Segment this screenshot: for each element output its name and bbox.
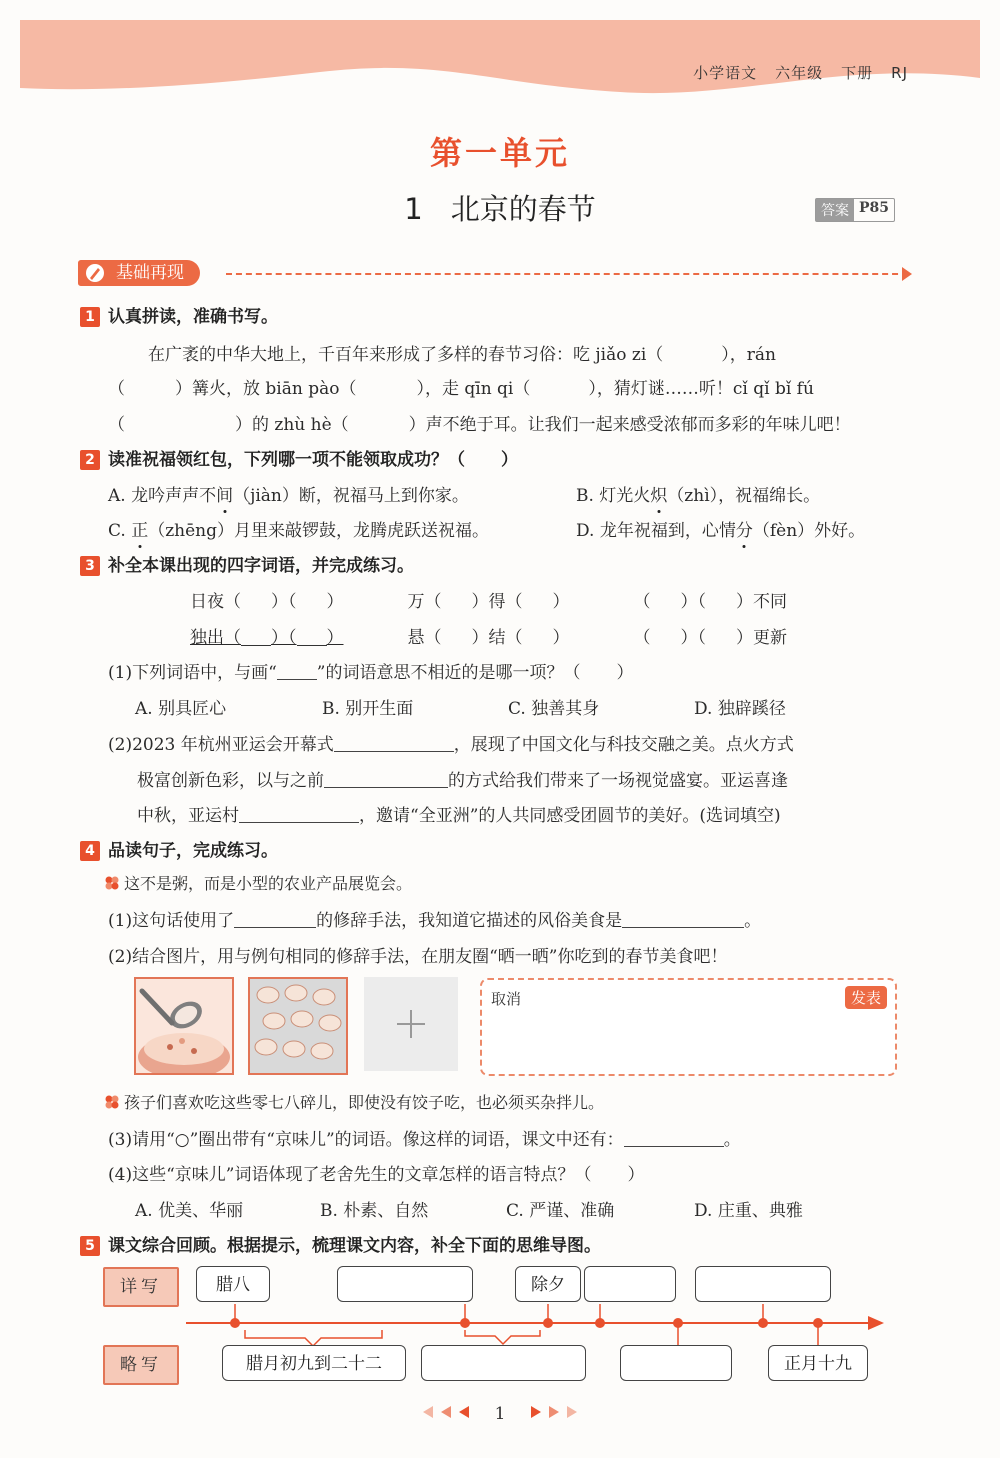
q2-option-c: C. 正（zhēng）月里来敲锣鼓，龙腾虎跃送祝福。 <box>108 521 490 541</box>
q1-heading <box>80 302 278 327</box>
answer-label: 答案 <box>816 199 854 221</box>
q3-sub-2-line-3: 中秋，亚运村 ，邀请“全亚洲”的人共同感受团圆节的美好。(选词填空) <box>137 806 781 826</box>
q2-option-d: D. 龙年祝福到，心情分（fèn）外好。 <box>576 521 866 541</box>
flower-icon <box>104 1094 120 1110</box>
q2-number: 2 <box>80 450 100 470</box>
arrows-right-icon <box>527 1405 579 1419</box>
q4-number: 4 <box>80 841 100 861</box>
q4-quote-1: 这不是粥，而是小型的农业产品展览会。 <box>104 871 412 894</box>
publish-button[interactable]: 发表 <box>845 986 887 1009</box>
series-info <box>675 62 908 83</box>
arrow-right-icon <box>902 267 912 281</box>
section-title: 基础再现 <box>116 263 184 283</box>
q3-sub-2-line-1: (2)2023 年杭州亚运会开幕式 ，展现了中国文化与科技交融之美。点火方式 <box>108 735 794 755</box>
q4-quote-2: 孩子们喜欢吃这些零七八碎儿，即使没有饺子吃，也必须买杂拌儿。 <box>104 1090 604 1113</box>
flower-icon <box>104 875 120 891</box>
q3-sub-1-option-b: B. 别开生面 <box>322 699 414 719</box>
post-compose-box[interactable] <box>480 978 897 1076</box>
section-header <box>78 258 908 288</box>
section-badge <box>78 260 200 286</box>
series-volume: 下册 <box>841 64 874 82</box>
mind-map-node-laba: 腊八 <box>196 1266 270 1302</box>
q3-number: 3 <box>80 556 100 576</box>
q4-sub-1: (1)这句话使用了 的修辞手法，我知道它描述的风俗美食是 。 <box>108 911 762 931</box>
q4-sub-2: (2)结合图片，用与例句相同的修辞手法，在朋友圈“晒一晒”你吃到的春节美食吧！ <box>108 947 728 967</box>
q4-heading <box>80 836 278 861</box>
q4-sub-4-option-c: C. 严谨、准确 <box>506 1201 615 1221</box>
mind-map-blank-4[interactable] <box>421 1345 586 1381</box>
add-image-button[interactable] <box>364 977 458 1071</box>
q3-idiom-row-2: 独出（ ）（ ） 悬（ ）结（ ） （ ）（ ）更新 <box>190 628 787 648</box>
plus-icon <box>364 977 458 1071</box>
q5-number: 5 <box>80 1236 100 1256</box>
q2-heading: 2 读准祝福领红包，下列哪一项不能领取成功？（ ） <box>80 445 518 470</box>
q1-line-2: （ ）篝火，放 biān pào（ ），走 qīn qi（ ），猜灯谜……听！cǐ qǐ bǐ fú <box>108 379 814 399</box>
q3-idiom-row-1: 日夜（ ）（ ） 万（ ）得（ ） （ ）（ ）不同 <box>190 592 787 612</box>
lesson-name: 北京的春节 <box>450 192 596 226</box>
mind-map-blank-1[interactable] <box>337 1266 473 1302</box>
q1-line-3: （ ）的 zhù hè（ ）声不绝于耳。让我们一起来感受浓郁而多彩的年味儿吧！ <box>108 415 851 435</box>
laba-porridge-image <box>134 977 234 1075</box>
unit-title: 第一单元 <box>429 134 570 172</box>
mind-map-node-range: 腊月初九到二十二 <box>222 1345 406 1381</box>
mind-map-node-chuxi: 除夕 <box>515 1266 581 1302</box>
mind-map-node-zhengyue: 正月十九 <box>768 1345 868 1381</box>
q3-sub-1-option-a: A. 别具匠心 <box>135 699 227 719</box>
answer-reference <box>815 198 895 222</box>
q5-heading <box>80 1231 601 1256</box>
mind-map-blank-3[interactable] <box>695 1266 831 1302</box>
q3-sub-1-option-c: C. 独善其身 <box>508 699 600 719</box>
mind-map-blank-5[interactable] <box>620 1345 732 1381</box>
series-edition: RJ <box>891 64 908 82</box>
arrows-left-icon <box>421 1405 473 1419</box>
q1-line-1: 在广袤的中华大地上，千百年来形成了多样的春节习俗：吃 jiǎo zi（ ），rán <box>148 345 776 365</box>
page-number: 1 <box>494 1404 506 1424</box>
detail-tag: 详写 <box>103 1267 179 1307</box>
lesson-number: 1 <box>404 192 423 226</box>
q4-sub-4: (4)这些“京味儿”词语体现了老舍先生的文章怎样的语言特点？（ ） <box>108 1165 645 1185</box>
q1-title: 认真拼读，准确书写。 <box>108 307 278 327</box>
q4-sub-4-option-d: D. 庄重、典雅 <box>694 1201 803 1221</box>
q3-sub-1-option-d: D. 独辟蹊径 <box>694 699 786 719</box>
q1-number: 1 <box>80 307 100 327</box>
section-divider <box>226 273 908 275</box>
answer-page: P85 <box>859 200 890 216</box>
q3-title: 补全本课出现的四字词语，并完成练习。 <box>108 556 414 576</box>
series-subject: 小学语文 <box>693 64 758 82</box>
q3-heading <box>80 551 414 576</box>
cancel-button[interactable]: 取消 <box>491 990 522 1008</box>
series-grade: 六年级 <box>775 64 824 82</box>
dumplings-image <box>248 977 348 1075</box>
q2-title: 读准祝福领红包，下列哪一项不能领取成功？（ <box>108 450 465 470</box>
pen-icon <box>85 263 105 283</box>
q4-sub-4-option-b: B. 朴素、自然 <box>320 1201 429 1221</box>
q3-sub-1: (1)下列词语中，与画“ ”的词语意思不相近的是哪一项？（ ） <box>108 663 634 683</box>
q3-sub-2-line-2: 极富创新色彩，以与之前 的方式给我们带来了一场视觉盛宴。亚运喜逢 <box>137 771 788 791</box>
q5-title: 课文综合回顾。根据提示，梳理课文内容，补全下面的思维导图。 <box>108 1236 601 1256</box>
q4-sub-4-option-a: A. 优美、华丽 <box>135 1201 244 1221</box>
q2-option-a: A. 龙吟声声不间（jiàn）断，祝福马上到你家。 <box>108 486 469 506</box>
q4-sub-3: (3)请用“○”圈出带有“京味儿”的词语。像这样的词语，课文中还有： 。 <box>108 1130 741 1150</box>
mind-map-blank-2[interactable] <box>584 1266 676 1302</box>
q2-option-b: B. 灯光火炽（zhì），祝福绵长。 <box>576 486 821 506</box>
page-footer <box>0 1404 1000 1424</box>
brief-tag: 略写 <box>103 1345 179 1385</box>
q4-title: 品读句子，完成练习。 <box>108 841 278 861</box>
